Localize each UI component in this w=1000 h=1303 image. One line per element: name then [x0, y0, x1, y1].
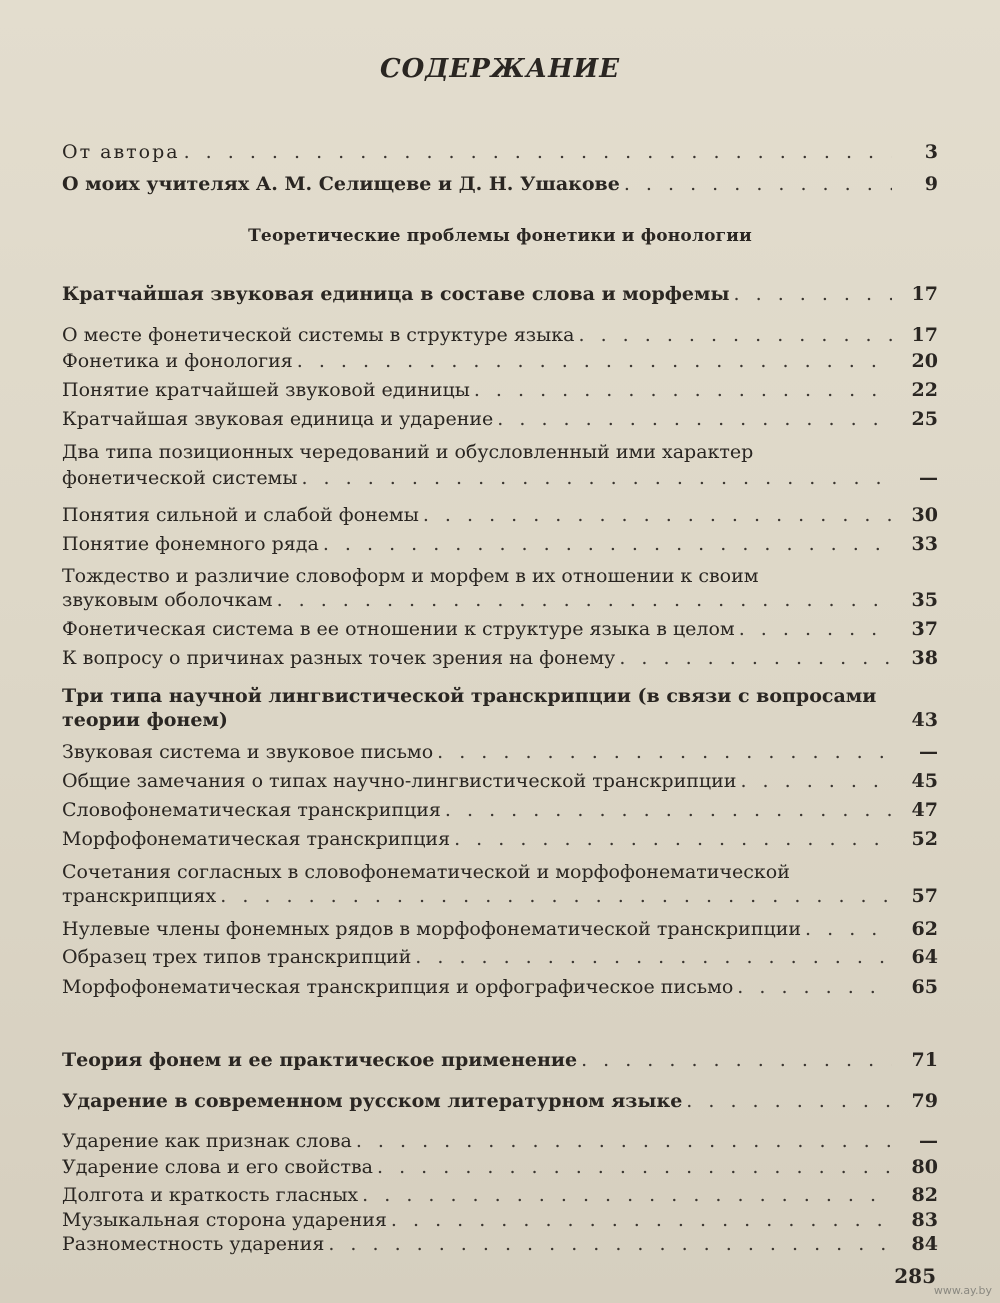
leader-dots [445, 798, 892, 822]
toc-entry-page: 20 [911, 350, 938, 372]
leader-dots [474, 378, 892, 402]
leader-dots [734, 282, 892, 306]
toc-entry-text: Фонетическая система в ее отношении к структуре языка в целом [62, 618, 735, 640]
leader-dots [497, 407, 892, 431]
leader-dots [581, 1048, 892, 1072]
toc-entry-page: 22 [911, 379, 938, 401]
toc-entry-text: теории фонем) [62, 709, 228, 731]
toc-entry-text: звуковым оболочкам [62, 589, 273, 611]
toc-chapter [62, 708, 938, 732]
leader-dots [377, 1155, 892, 1179]
toc-entry [62, 798, 938, 822]
toc-entry-page: 9 [924, 173, 938, 195]
toc-entry-page: 52 [911, 828, 938, 850]
toc-entry-page: 47 [911, 799, 938, 821]
toc-chapter [62, 684, 938, 708]
leader-dots [356, 1129, 892, 1153]
toc-entry [62, 617, 938, 641]
toc-chapter [62, 1048, 938, 1072]
toc-entry [62, 172, 938, 196]
toc-entry-text: Сочетания согласных в словофонематической и морфофонематической [62, 861, 790, 883]
page-number: 285 [894, 1264, 936, 1288]
toc-entry-text: Ударение как признак слова [62, 1130, 352, 1152]
leader-dots [423, 503, 892, 527]
toc-entry [62, 588, 938, 612]
toc-entry-text: Понятие кратчайшей звуковой единицы [62, 379, 470, 401]
toc-chapter [62, 1089, 938, 1113]
page-title: СОДЕРЖАНИЕ [379, 54, 621, 84]
toc-entry-text: Звуковая система и звуковое письмо [62, 741, 434, 763]
toc-entry-text: Три типа научной лингвистической транскрипции (в связи с вопросами [62, 685, 877, 707]
toc-entry [62, 917, 938, 941]
toc-entry-page: 35 [911, 589, 938, 611]
leader-dots [297, 349, 892, 373]
toc-entry [62, 1208, 938, 1232]
toc-entry-page: 62 [911, 918, 938, 940]
toc-entry [62, 466, 938, 490]
toc-chapter [62, 282, 938, 306]
leader-dots [579, 323, 893, 347]
toc-entry [62, 532, 938, 556]
toc-entry-page: 17 [911, 283, 938, 305]
toc-entry-text: К вопросу о причинах разных точек зрения на фонему [62, 647, 616, 669]
toc-entry-text: Нулевые члены фонемных рядов в морфофонематической транскрипции [62, 918, 802, 940]
toc-entry [62, 349, 938, 373]
leader-dots [362, 1183, 892, 1207]
toc-entry-page: 82 [911, 1184, 938, 1206]
toc-entry [62, 1183, 938, 1207]
toc-entry-text: О моих учителях А. М. Селищеве и Д. Н. Ушакове [62, 173, 620, 195]
toc-entry [62, 646, 938, 670]
toc-entry [62, 975, 938, 999]
leader-dots [739, 617, 892, 641]
leader-dots [805, 917, 892, 941]
toc-entry-page: 71 [911, 1049, 938, 1071]
toc-entry-page: 45 [911, 770, 938, 792]
toc-entry [62, 503, 938, 527]
watermark: www.ay.by [933, 1284, 992, 1297]
leader-dots [323, 532, 892, 556]
toc-entry-page: 33 [911, 533, 938, 555]
toc-entry [62, 323, 938, 347]
toc-entry-text: Кратчайшая звуковая единица и ударение [62, 408, 494, 430]
toc-entry-text: Фонетика и фонология [62, 350, 293, 372]
toc-entry [62, 860, 938, 884]
toc-entry [62, 769, 938, 793]
toc-entry-page: 37 [911, 618, 938, 640]
toc-entry-page: 3 [924, 141, 938, 163]
toc-entry-text: транскрипциях [62, 885, 217, 907]
toc-entry-page: 43 [911, 709, 938, 731]
toc-entry-page: 57 [911, 885, 938, 907]
toc-entry [62, 945, 938, 969]
toc-entry [62, 1155, 938, 1179]
toc-entry-page: 83 [911, 1209, 938, 1231]
toc-entry-text: Понятия сильной и слабой фонемы [62, 504, 419, 526]
toc-entry-page: 64 [911, 946, 938, 968]
toc-entry-text: Понятие фонемного ряда [62, 533, 319, 555]
leader-dots [624, 172, 892, 196]
toc-entry-text: фонетической системы [62, 467, 298, 489]
toc-entry-text: Тождество и различие словоформ и морфем в их отношении к своим [62, 565, 759, 587]
toc-entry-page: — [919, 467, 938, 489]
toc-entry-text: Словофонематическая транскрипция [62, 799, 441, 821]
toc-entry-page: — [919, 1130, 938, 1152]
toc-entry-page: 17 [911, 324, 938, 346]
toc-entry-page: 30 [911, 504, 938, 526]
toc-entry-text: Ударение слова и его свойства [62, 1156, 373, 1178]
toc-entry [62, 1232, 938, 1256]
toc-entry [62, 440, 938, 464]
leader-dots [328, 1232, 892, 1256]
toc-entry-page: — [919, 741, 938, 763]
toc-entry-text: Морфофонематическая транскрипция и орфографическое письмо [62, 976, 734, 998]
toc-entry [62, 1129, 938, 1153]
toc-entry-page: 25 [911, 408, 938, 430]
leader-dots [619, 646, 892, 670]
toc-entry-text: Музыкальная сторона ударения [62, 1209, 387, 1231]
toc-entry-page: 65 [911, 976, 938, 998]
toc-entry [62, 407, 938, 431]
leader-dots [454, 827, 892, 851]
toc-entry-page: 38 [911, 647, 938, 669]
toc-entry-text: Разноместность ударения [62, 1233, 325, 1255]
leader-dots [437, 740, 892, 764]
toc-entry-text: Кратчайшая звуковая единица в составе слова и морфемы [62, 283, 730, 305]
toc-entry-page: 84 [911, 1233, 938, 1255]
toc-entry-text: Общие замечания о типах научно-лингвистической транскрипции [62, 770, 737, 792]
toc-entry-text: От автора [62, 141, 180, 163]
toc-entry [62, 740, 938, 764]
section-heading: Теоретические проблемы фонетики и фонологии [248, 226, 752, 246]
toc-entry [62, 378, 938, 402]
toc-entry-page: 79 [911, 1090, 938, 1112]
leader-dots [737, 975, 892, 999]
leader-dots [391, 1208, 892, 1232]
toc-entry [62, 827, 938, 851]
leader-dots [686, 1089, 892, 1113]
leader-dots [184, 140, 892, 164]
toc-entry-text: Образец трех типов транскрипций [62, 946, 412, 968]
toc-entry [62, 564, 938, 588]
toc-entry-text: О месте фонетической системы в структуре языка [62, 324, 575, 346]
toc-entry-text: Ударение в современном русском литературном языке [62, 1090, 683, 1112]
toc-entry [62, 140, 938, 164]
leader-dots [415, 945, 892, 969]
toc-entry-text: Долгота и краткость гласных [62, 1184, 359, 1206]
toc-entry-text: Теория фонем и ее практическое применение [62, 1049, 578, 1071]
leader-dots [277, 588, 892, 612]
toc-entry-text: Два типа позиционных чередований и обусловленный ими характер [62, 441, 754, 463]
leader-dots [740, 769, 892, 793]
toc-entry-page: 80 [911, 1156, 938, 1178]
toc-entry-text: Морфофонематическая транскрипция [62, 828, 451, 850]
toc-entry [62, 884, 938, 908]
leader-dots [220, 884, 892, 908]
leader-dots [301, 466, 892, 490]
